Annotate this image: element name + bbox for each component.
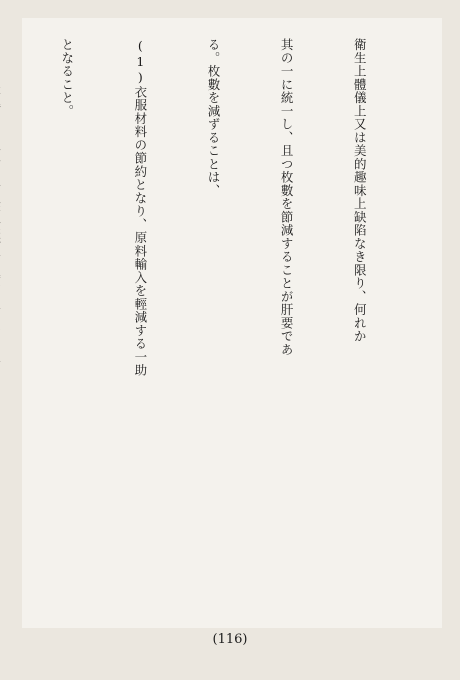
- book-page: [22, 18, 442, 628]
- text-line: 衛生上體儀上又は美的趣味上缺陷なき限り、何れか: [352, 38, 368, 343]
- text-line: 其の一に統一し、且つ枚數を節減することが肝要であ: [279, 38, 295, 356]
- page-number: (116): [212, 632, 248, 647]
- text-line: (1)衣服材料の節約となり、原料輸入を輕減する一助: [132, 38, 148, 377]
- text-line: となること。: [59, 38, 75, 118]
- vertical-text-body: [48, 38, 420, 598]
- text-line: る。枚數を減ずることは、: [206, 38, 221, 197]
- text-line: [0, 38, 6, 598]
